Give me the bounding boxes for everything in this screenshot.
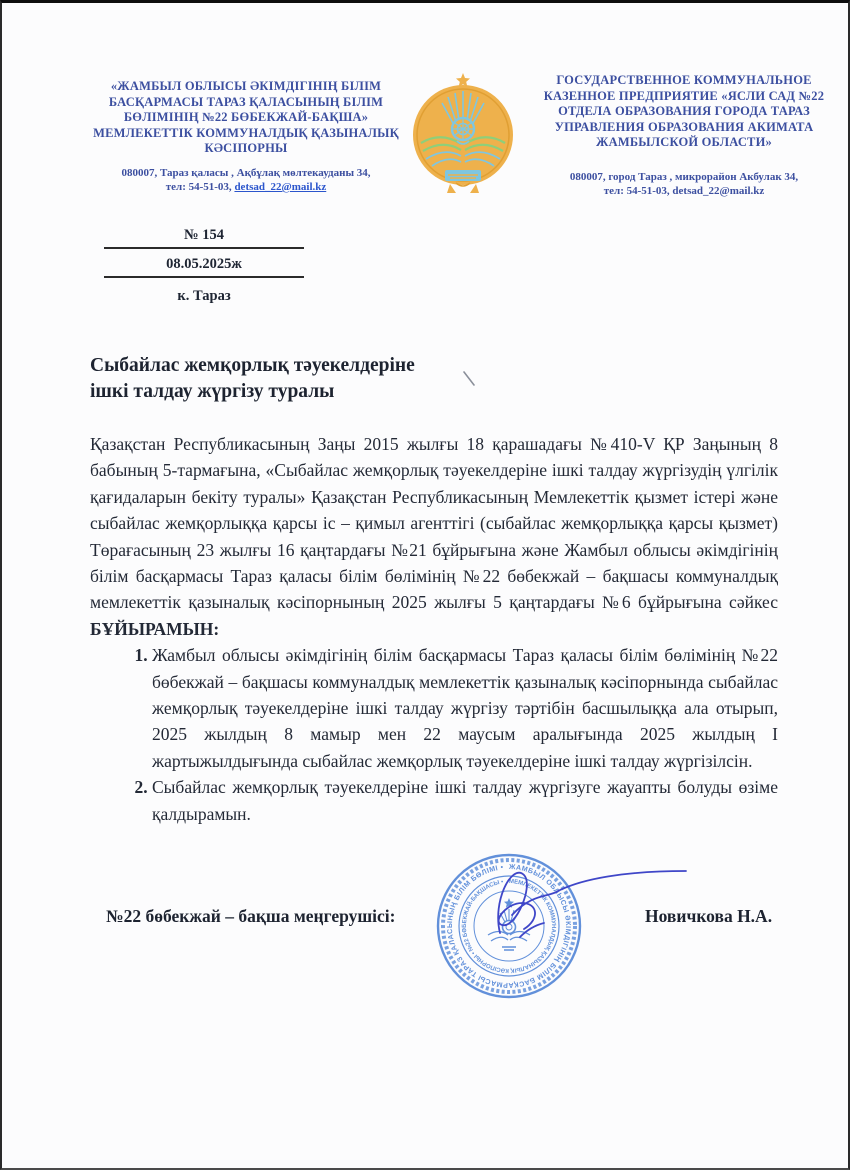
order-item-2: 2. Сыбайлас жемқорлық тәуекелдеріне ішкі талдау жүргізуге жауапты болуды өзіме қалдырамын. [152, 774, 778, 827]
org-address-line2: тел: 54-51-03, detsad_22@mail.kz [603, 184, 765, 197]
org-phone: тел: 54-51-03, [165, 180, 235, 193]
stamp-ring-outer-text: ЖАМБЫЛ ОБЛЫСЫ ӘКІМДІГІНІҢ БІЛІМ БАСҚАРМАСЫ ТАРАЗ ҚАЛАСЫНЫҢ БІЛІМ БӨЛІМІ • [445, 862, 573, 990]
org-block-russian [534, 73, 834, 198]
document-body [90, 431, 778, 827]
doc-date: 08.05.2025ж [104, 256, 304, 278]
title-line-2: ішкі талдау жүргізу туралы [90, 381, 335, 402]
order-list [90, 642, 778, 827]
intro-text: Қазақстан Республикасының Заңы 2015 жылғы 18 қарашадағы №410-V ҚР Заңының 8 бабының 5-тармағына, «Сыбайлас жемқорлық тәуекелдеріне ішкі талдау жүргізудің үлгілік қағидаларын бекіту туралы» Қазақстан Республикасының Мемлекеттік қызмет істері және сыбайлас жемқорлыққа қарсы іс – қимыл агенттігі (сыбайлас жемқорлыққа қарсы қызмет) Төрағасының 23 жылғы 16 қаңтардағы №21 бұйрығына және Жамбыл облысы әкімдігінің білім басқармасы Тараз қаласы білім бөлімінің №22 бөбекжай – бақшасы коммуналдық мемлекеттік қазыналық кәсіпорнының 2025 жылғы 5 қаңтардағы №6 бұйрығына сәйкес [90, 434, 778, 613]
title-line-1: Сыбайлас жемқорлық тәуекелдеріне [90, 355, 415, 376]
org-block-kazakh [90, 79, 402, 194]
email-link[interactable]: detsad_22@mail.kz [234, 180, 327, 193]
stamp-ring-inner-text: МЕМЛЕКЕТТІК КОММУНАЛДЫҚ ҚАЗЫНАЛЫҚ КӘСІПОРНЫ • №22 БӨБЕКЖАЙ-БАҚШАСЫ • [461, 878, 556, 974]
doc-city: к. Тараз [177, 288, 231, 304]
org-address-russian [534, 170, 834, 198]
signature-ink-icon [454, 841, 694, 959]
org-address-kazakh [90, 166, 402, 194]
org-name-kazakh: «ЖАМБЫЛ ОБЛЫСЫ ӘКІМДІГІНІҢ БІЛІМ БАСҚАРМАСЫ ТАРАЗ ҚАЛАСЫНЫҢ БІЛІМ БӨЛІМІНІҢ №22 БӨБЕКЖАЙ-БАҚША» МЕМЛЕКЕТТІК КОММУНАЛДЫҚ ҚАЗЫНАЛЫҚ КӘСІПОРНЫ [93, 79, 399, 156]
org-address-line1: 080007, Тараз қаласы , Ақбұлақ мөлтекауданы 34, [121, 166, 371, 179]
org-name-russian: ГОСУДАРСТВЕННОЕ КОММУНАЛЬНОЕ КАЗЕННОЕ ПРЕДПРИЯТИЕ «ЯСЛИ САД №22 ОТДЕЛА ОБРАЗОВАНИЯ ГОРОДА ТАРАЗ УПРАВЛЕНИЯ ОБРАЗОВАНИЯ АКИМАТА ЖАМБЫЛСКОЙ ОБЛАСТИ» [543, 73, 825, 150]
intro-bold-word: БҰЙЫРАМЫН: [90, 618, 220, 639]
signature-label: №22 бөбекжай – бақша меңгерушісі: [106, 906, 396, 926]
order-item-1: 1. Жамбыл облысы әкімдігінің білім басқармасы Тараз қаласы білім бөлімінің №22 бөбекжай – бақшасы коммуналдық мемлекеттік қазыналық кәсіпорнында сыбайлас жемқорлық тәуекелдеріне ішкі талдау жүргізу тәртібін басшылыққа ала отырып, 2025 жылдың 8 мамыр мен 22 маусым аралығында 2025 жылдың I жартыжылдығында сыбайлас жемқорлық тәуекелдеріне ішкі талдау жүргізілсін. [152, 642, 778, 774]
intro-paragraph [90, 431, 778, 642]
kazakhstan-emblem-icon [408, 71, 518, 205]
org-address-line1: 080007, город Тараз , микрорайон Акбулак 34, [569, 170, 799, 183]
signature-name: Новичкова Н.А. [645, 906, 773, 926]
pen-mark-icon [460, 369, 482, 389]
doc-number: № 154 [104, 227, 304, 249]
doc-meta-block [104, 227, 304, 305]
